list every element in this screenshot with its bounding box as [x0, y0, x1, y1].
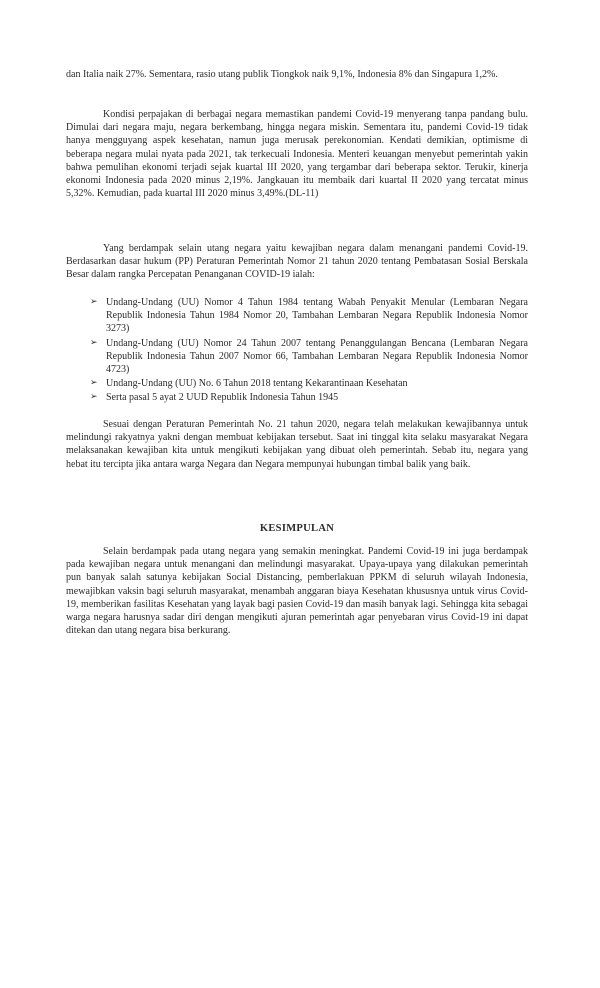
list-item-text: Undang-Undang (UU) No. 6 Tahun 2018 tentang Kekarantinaan Kesehatan — [106, 378, 408, 390]
paragraph-government-regulation: Sesuai dengan Peraturan Pemerintah No. 21 tahun 2020, negara telah melakukan kewajibannya untuk melindungi rakyatnya yakni dengan membuat kebijakan tersebut. Saat ini tinggal kita selaku masyarakat Negara melaksanakan kewajiban kita untuk mengikuti kebijakan yang dibuat oleh pemerintah. Sebab itu, negara yang hebat itu tercipta jika antara warga Negara dan Negara mempunyai hubungan timbal balik yang baik. — [66, 419, 528, 470]
legal-basis-list — [90, 296, 528, 406]
arrow-bullet-icon: ➢ — [90, 337, 98, 348]
list-item-text: Serta pasal 5 ayat 2 UUD Republik Indonesia Tahun 1945 — [106, 392, 339, 404]
arrow-bullet-icon: ➢ — [90, 392, 98, 403]
paragraph-economic-conditions: Kondisi perpajakan di berbagai negara memastikan pandemi Covid-19 menyerang tanpa pandang bulu. Dimulai dari negara maju, negara berkembang, hingga negara miskin. Sementara itu, pandemi Covid-19 tidak hanya mengguyang aspek kesehatan, namun juga merusak perekonomian. Kendati demikian, optimisme di beberapa negara mulai nyata pada 2021, tak terkecuali Indonesia. Menteri keuangan menyebut pemerintah yakin bahwa pemulihan ekonomi terjadi sejak kuartal III 2020, yang tergambar dari beberapa sektor. Terukir, kinerja ekonomi Indonesia pada 2020 minus 2,19%. Jangkauan itu membaik dari kuartal II 2020 yang tercatat minus 5,32%. Kemudian, pada kuartal III 2020 minus 3,49%.(DL-11) — [66, 109, 528, 200]
paragraph-conclusion: Selain berdampak pada utang negara yang semakin meningkat. Pandemi Covid-19 ini juga berdampak pada kewajiban negara untuk menangani dan melindungi masyarakat. Upaya-upaya yang dilakukan pemerintah pun banyak salah satunya kebijakan Social Distancing, pemberlakuan PPKM di seluruh wilayah Indonesia, mewajibkan vaksin bagi seluruh masyarakat, menambah anggaran biaya Kesehatan khususnya untuk virus Covid-19, memberikan fasilitas Kesehatan yang layak bagi pasien Covid-19 dan masih banyak lagi. Sehingga kita sebagai warga negara harusnya sadar diri dengan mengikuti ajuran pemerintah agar penyebaran virus Covid-19 ini dapat ditekan dan utang negara bisa berkurang. — [66, 546, 528, 637]
list-item-text: Undang-Undang (UU) Nomor 4 Tahun 1984 tentang Wabah Penyakit Menular (Lembaran Negara Republik Indonesia Tahun 1984 Nomor 20, Tambahan Lembaran Negara Republik Indonesia Nomor 3273) — [106, 297, 528, 335]
paragraph-debt-ratio: dan Italia naik 27%. Sementara, rasio utang publik Tiongkok naik 9,1%, Indonesia 8% dan Singapura 1,2%. — [66, 69, 498, 80]
section-heading-conclusion: KESIMPULAN — [259, 523, 335, 534]
list-item — [90, 377, 528, 390]
arrow-bullet-icon: ➢ — [90, 378, 98, 389]
arrow-bullet-icon: ➢ — [90, 297, 98, 307]
list-item — [90, 296, 528, 336]
list-item-text: Undang-Undang (UU) Nomor 24 Tahun 2007 tentang Penanggulangan Bencana (Lembaran Negara Republik Indonesia Tahun 2007 Nomor 66, Tambahan Lembaran Negara Republik Indonesia Nomor 4723) — [106, 337, 528, 376]
paragraph-state-obligations: Yang berdampak selain utang negara yaitu kewajiban negara dalam menangani pandemi Covid-19. Berdasarkan dasar hukum (PP) Peraturan Pemerintah Nomor 21 tahun 2020 tentang Pembatasan Sosial Berskala Besar dalam rangka Percepatan Penanganan COVID-19 ialah: — [66, 243, 528, 281]
list-item — [90, 391, 528, 404]
list-item — [90, 337, 528, 377]
